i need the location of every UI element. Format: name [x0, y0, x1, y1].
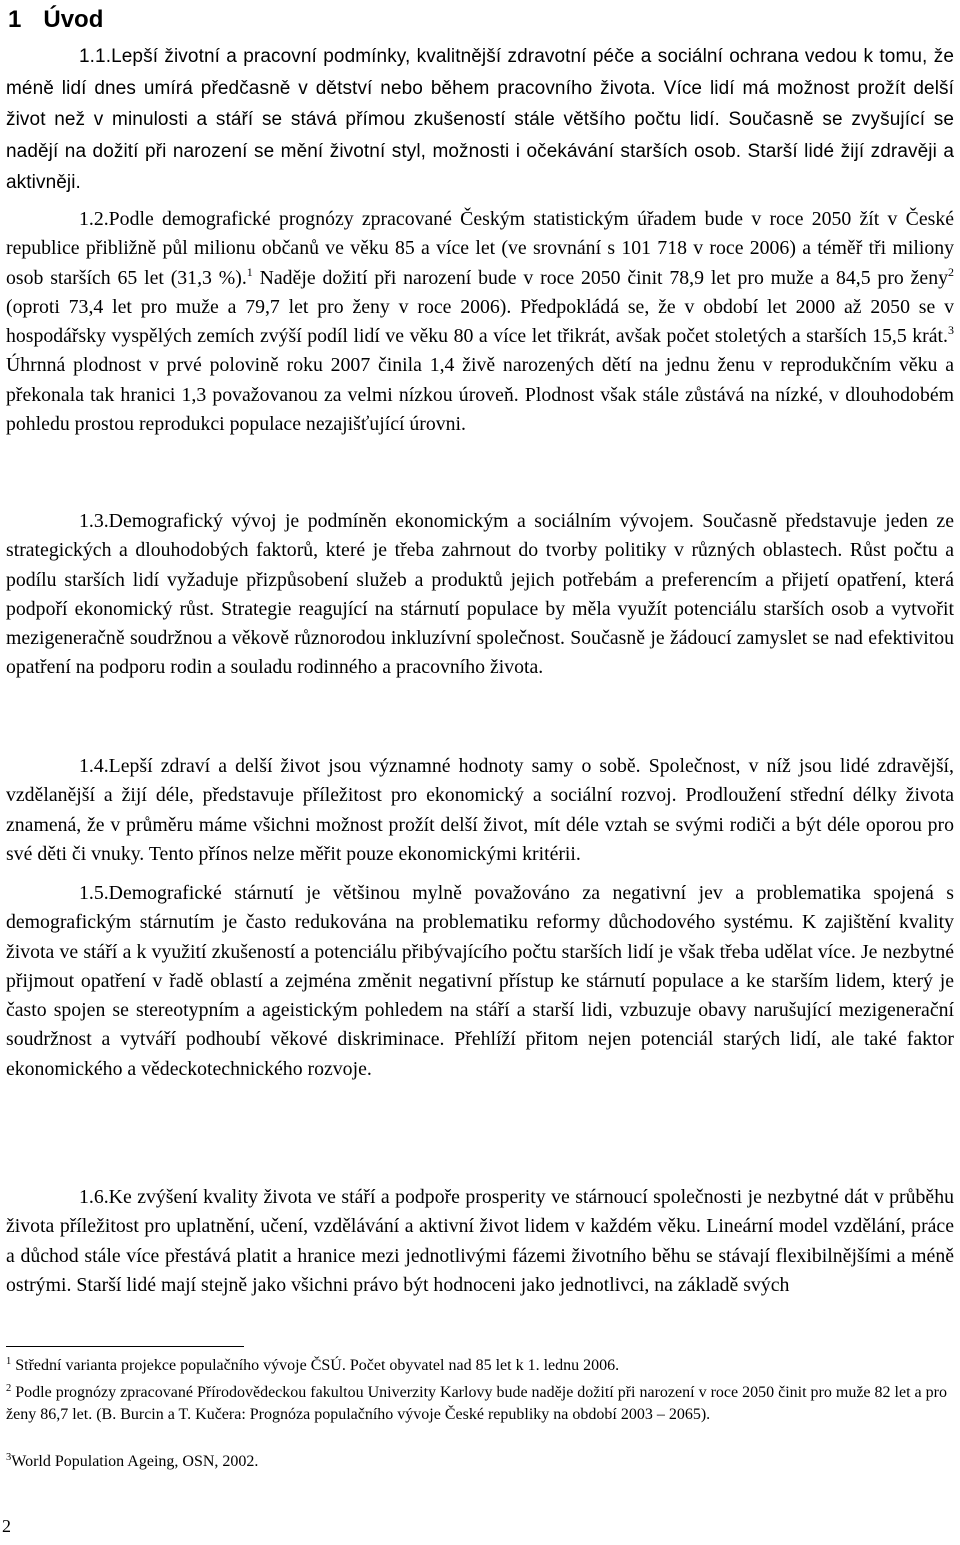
paragraph-text: Demografické stárnutí je většinou mylně považováno za negativní jev a problematika spojená s demografickým stárnutím je často redukována na problematiku reformy důchodového systému. K zajištění kvality života ve stáří a k využití zkušeností a potenciálu přibývajícího počtu starších lidí je však třeba udělat více. Je nezbytné přijmout opatření v řadě oblastí a zejména změnit negativní přístup ke stárnutí populace a ke starším lidem, který je často spojen se stereotypním a ageistickým pohledem na stáří a starší lidi, vzbuzuje obavy narušující mezigenerační soudržnost a vytváří podhoubí věkové diskriminace. Přehlíží přitom nejen potenciál starých lidí, ale také faktor ekonomického a vědeckotechnického rozvoje.: [6, 882, 954, 1080]
footnote-ref-2[interactable]: 2: [947, 264, 954, 279]
paragraph-text: Ke zvýšení kvality života ve stáří a podpoře prosperity ve stárnoucí společnosti je nezbytné dát v průběhu života příležitost pro uplatnění, učení, vzdělávání a aktivní život lidem v každém věku. Lineární model vzdělání, práce a důchod stále více přestává platit a hranice mezi jednotlivými fázemi životního běhu se stávají flexibilnějšími a méně ostrými. Starší lidé mají stejně jako všichni právo být hodnoceni jako jednotlivci, na základě svých: [6, 1186, 954, 1296]
paragraph-text: Lepší životní a pracovní podmínky, kvalitnější zdravotní péče a sociální ochrana vedou k tomu, že méně lidí dnes umírá předčasně v dětství nebo během pracovního života. Více lidí má možnost prožít delší život než v minulosti a stáří se stává přímou zkušeností stále většího počtu lidí. Současně se zvyšující se nadějí na dožití při narození se mění životní styl, možnosti i očekávání starších osob. Starší lidé žijí zdravěji a aktivněji.: [6, 46, 954, 193]
footnote-text: Podle prognózy zpracované Přírodovědeckou fakultou Univerzity Karlovy bude naděje dožití při narození v roce 2050 činit pro muže 82 let a pro ženy 86,7 let. (B. Burcin a T. Kučera: Prognóza populačního vývoje České republiky na období 2003 – 2065).: [6, 1384, 947, 1423]
paragraph-text: Úhrnná plodnost v prvé polovině roku 2007 činila 1,4 živě narozených dětí na jednu ženu v reprodukčním věku a překonala tak hranici 1,3 považovanou za velmi nízkou úroveň. Plodnost však stále zůstává na nízké, v dlouhodobém pohledu prostou reprodukci populace nezajišťující úrovni.: [6, 354, 954, 436]
paragraph-number: 1.1.: [79, 46, 112, 67]
paragraph-text: Lepší zdraví a delší život jsou významné hodnoty samy o sobě. Společnost, v níž jsou lidé zdravější, vzdělanější a žijí déle, představuje příležitost pro ekonomický a sociální rozvoj. Prodloužení střední délky života znamená, že v průměru máme všichni možnost prožít delší život, mít déle vztah se svými rodiči a být déle oporou pro své děti či vnuky. Tento přínos nelze měřit pouze ekonomickými kritérii.: [6, 755, 954, 865]
chapter-heading: [8, 4, 103, 36]
paragraph-text: (oproti 73,4 let pro muže a 79,7 let pro ženy v roce 2006). Předpokládá se, že v období let 2000 až 2050 se v hospodářsky vyspělých zemích zvýší podíl lidí ve věku 80 a více let třikrát, avšak počet stoletých a starších 15,5 krát.: [6, 295, 954, 348]
page-number: 2: [2, 1516, 11, 1536]
paragraph-1-1: [6, 41, 954, 199]
footnote-ref-3[interactable]: 3: [948, 323, 954, 338]
footnote-separator: [6, 1346, 244, 1347]
paragraph-1-4: [6, 752, 954, 869]
paragraph-text: Podle demografické prognózy zpracované Českým statistickým úřadem bude v roce 2050 žít v České republice přibližně půl milionu občanů ve věku 85 a více let (ve srovnání s 101 718 v roce 2006) a téměř tři miliony osob starších 65 let (31,3 %).: [6, 208, 954, 289]
footnote-text: Střední varianta projekce populačního vývoje ČSÚ. Počet obyvatel nad 85 let k 1. lednu 2006.: [11, 1357, 620, 1374]
paragraph-text: Demografický vývoj je podmíněn ekonomickým a sociálním vývojem. Současně představuje jeden ze strategických a dlouhodobých faktorů, které je třeba zahrnout do tvorby politiky v různých oblastech. Růst počtu a podílu starších lidí vyžaduje přizpůsobení služeb a produktů jejich potřebám a preferencím a přijetí opatření, která podpoří ekonomický růst. Strategie reagující na stárnutí populace by měla využít potenciálu starších osob a vytvořit mezigeneračně soudržnou a věkově různorodou inkluzívní společnost. Současně je žádoucí zamyslet se nad efektivitou opatření na podporu rodin a souladu rodinného a pracovního života.: [6, 510, 954, 679]
footnote-mark: 1: [6, 1356, 12, 1367]
paragraph-number: 1.2.: [79, 208, 109, 230]
chapter-number: 1: [8, 6, 22, 33]
footnote-mark: 2: [6, 1383, 12, 1394]
paragraph-1-6: [6, 1183, 954, 1300]
paragraph-text: Naděje dožití při narození bude v roce 2050 činit 78,9 let pro muže a 84,5 pro ženy: [252, 266, 948, 289]
paragraph-number: 1.6.: [79, 1186, 109, 1208]
footnote-mark: 3: [6, 1452, 12, 1463]
footnote-1: [6, 1355, 954, 1377]
footnote-2: [6, 1382, 954, 1426]
footnote-3: [6, 1451, 954, 1473]
paragraph-1-2: [6, 205, 954, 439]
paragraph-number: 1.4.: [79, 755, 109, 777]
chapter-title: Úvod: [43, 6, 104, 33]
paragraph-number: 1.3.: [79, 510, 109, 532]
paragraph-1-5: [6, 879, 954, 1084]
footnote-ref-1[interactable]: 1: [246, 264, 253, 279]
paragraph-number: 1.5.: [79, 882, 109, 904]
paragraph-1-3: [6, 507, 954, 683]
footnote-text: World Population Ageing, OSN, 2002.: [11, 1453, 259, 1470]
